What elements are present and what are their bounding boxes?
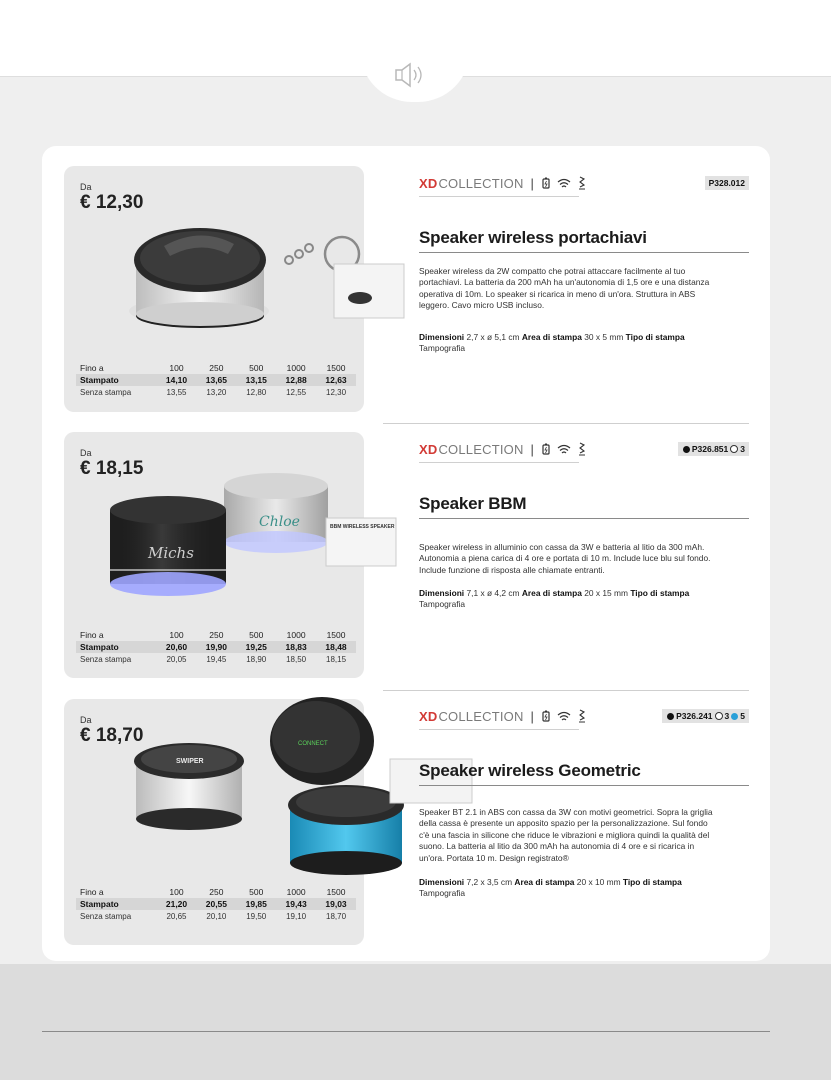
unprinted-price: 20,05 <box>166 654 187 664</box>
print-type-value: Tampografia <box>419 599 466 610</box>
bbm-speaker-photo <box>104 468 395 628</box>
brand-separator: | <box>530 175 535 191</box>
qty-label: Fino a <box>80 363 104 373</box>
printed-price: 19,43 <box>276 898 316 910</box>
print-area-value: 20 x 15 mm <box>584 588 628 598</box>
product-image-box <box>64 432 395 678</box>
printed-price: 19,03 <box>316 898 356 910</box>
printed-price: 13,65 <box>196 374 236 386</box>
code-text: P328.012 <box>708 178 745 188</box>
product-description: Speaker wireless da 2W compatto che potrai attaccare facilmente al tuo portachiavi. La batteria da 200 mAh ha un'autonomia di 1,5 ore e una distanza operativa di 10m. Lo speaker si ricarica in meno di un'ora. Struttura in ABS leggero. Cavo micro USB incluso. <box>419 266 710 311</box>
brand-underline <box>419 462 579 463</box>
qty-cell: 1000 <box>286 363 306 373</box>
unprinted-price: 20,65 <box>166 911 187 921</box>
dimensions-label: Dimensioni <box>419 877 465 887</box>
print-area-value: 20 x 10 mm <box>576 877 621 887</box>
logo-text: CONNECT <box>298 741 328 747</box>
footer-band <box>0 964 831 1080</box>
dimensions-label: Dimensioni <box>419 588 465 598</box>
product-title: Speaker wireless Geometric <box>419 761 641 780</box>
brand-separator: | <box>530 441 535 457</box>
printed-price: 18,48 <box>316 641 356 653</box>
brand-collection: COLLECTION <box>438 708 524 724</box>
brand-collection: COLLECTION <box>438 175 524 191</box>
unprinted-price: 18,70 <box>326 911 347 921</box>
qty-cell: 100 <box>169 887 184 897</box>
qty-cell: 1500 <box>326 630 346 640</box>
title-rule <box>419 518 749 519</box>
print-area-label: Area di stampa <box>514 877 575 887</box>
unprinted-price: 12,80 <box>246 387 267 397</box>
printed-price: 13,15 <box>236 374 276 386</box>
printed-label: Stampato <box>76 898 157 910</box>
product-image-box <box>64 699 364 945</box>
price-table <box>76 629 356 665</box>
color-dot-black <box>667 713 674 720</box>
battery-icon <box>541 443 551 455</box>
print-type-label: Tipo di stampa <box>622 877 682 887</box>
unprinted-price: 19,45 <box>206 654 227 664</box>
product-code <box>662 709 749 723</box>
printed-price: 18,83 <box>276 641 316 653</box>
box-label: BBM WIRELESS SPEAKER <box>330 524 395 530</box>
brand-underline <box>419 196 579 197</box>
qty-cell: 500 <box>249 630 264 640</box>
charge-cable-icon <box>577 176 587 190</box>
variant-number: 3 <box>740 444 745 454</box>
print-type-label: Tipo di stampa <box>630 588 690 598</box>
starting-price: € 18,15 <box>80 458 144 479</box>
printed-label: Stampato <box>76 641 157 653</box>
title-rule <box>419 252 749 253</box>
color-dot-black <box>683 446 690 453</box>
logo-text: SWIPER <box>176 758 204 765</box>
footer-rule <box>42 1031 770 1032</box>
printed-price: 19,85 <box>236 898 276 910</box>
battery-icon <box>541 710 551 722</box>
color-dot-blue <box>731 713 738 720</box>
print-type-label: Tipo di stampa <box>625 332 685 342</box>
keychain-speaker-photo <box>124 216 364 356</box>
geometric-speaker-photo <box>104 681 409 886</box>
section-divider <box>383 690 749 691</box>
unprinted-label: Senza stampa <box>80 387 132 397</box>
brand-underline <box>419 729 579 730</box>
printed-price: 12,63 <box>316 374 356 386</box>
section-divider <box>383 423 749 424</box>
unprinted-price: 19,10 <box>286 911 307 921</box>
brand-separator: | <box>530 708 535 724</box>
unprinted-price: 13,20 <box>206 387 227 397</box>
unprinted-price: 18,90 <box>246 654 267 664</box>
qty-cell: 250 <box>209 630 224 640</box>
wireless-icon <box>557 710 571 722</box>
unprinted-label: Senza stampa <box>80 911 132 921</box>
battery-icon <box>541 177 551 189</box>
product-title: Speaker BBM <box>419 494 527 513</box>
qty-cell: 1000 <box>286 630 306 640</box>
dimensions-value: 2,7 x ø 5,1 cm <box>466 332 520 342</box>
brand-logo <box>419 172 593 194</box>
qty-cell: 500 <box>249 363 264 373</box>
printed-price: 19,25 <box>236 641 276 653</box>
product-image-box <box>64 166 364 412</box>
unprinted-price: 12,30 <box>326 387 347 397</box>
dimensions-value: 7,1 x ø 4,2 cm <box>466 588 520 598</box>
wireless-icon <box>557 443 571 455</box>
unprinted-price: 20,10 <box>206 911 227 921</box>
dimensions-label: Dimensioni <box>419 332 465 342</box>
brand-xd: XD <box>419 708 438 724</box>
unprinted-price: 18,50 <box>286 654 307 664</box>
variant-number: 5 <box>740 711 745 721</box>
print-area-value: 30 x 5 mm <box>584 332 624 342</box>
qty-cell: 500 <box>249 887 264 897</box>
qty-cell: 1500 <box>326 363 346 373</box>
brand-collection: COLLECTION <box>438 441 524 457</box>
price-from-label: Da <box>80 448 92 458</box>
printed-price: 19,90 <box>196 641 236 653</box>
brand-logo <box>419 705 593 727</box>
charge-cable-icon <box>577 442 587 456</box>
price-from-label: Da <box>80 182 92 192</box>
price-table <box>76 362 356 398</box>
engraving-text: Chloe <box>259 514 300 530</box>
unprinted-price: 12,55 <box>286 387 307 397</box>
qty-label: Fino a <box>80 887 104 897</box>
product-description: Speaker wireless in alluminio con cassa da 3W e batteria al litio da 300 mAh. Autonomia a piena carica di 4 ore e portata di 10 m. Include luce blu sul fondo. Include funzione di risposta alle chiamate entranti. <box>419 542 711 575</box>
dimensions-value: 7,2 x 3,5 cm <box>466 877 513 887</box>
engraving-text: Michs <box>148 544 194 562</box>
unprinted-price: 13,55 <box>166 387 187 397</box>
brand-xd: XD <box>419 441 438 457</box>
unprinted-label: Senza stampa <box>80 654 132 664</box>
brand-logo <box>419 438 593 460</box>
speaker-icon <box>390 60 430 90</box>
qty-label: Fino a <box>80 630 104 640</box>
title-rule <box>419 785 749 786</box>
variant-number: 3 <box>724 711 730 721</box>
product-description: Speaker BT 2.1 in ABS con cassa da 3W con motivi geometrici. Sopra la griglia della cassa è presente un apposito spazio per la personalizzazione. Sul fondo c'è una fascia in silicone che riduce le vibrazioni e migliora quindi la qualità del suono. La batteria al litio da 300 mAh ha autonomia di 4 ore e si ricarica in un'ora. Portata 10 m. Design registrato® <box>419 807 713 863</box>
price-from-label: Da <box>80 715 92 725</box>
printed-price: 20,60 <box>157 641 197 653</box>
qty-cell: 100 <box>169 363 184 373</box>
starting-price: € 18,70 <box>80 725 144 746</box>
code-text: P326.241 <box>676 711 713 721</box>
printed-price: 21,20 <box>157 898 197 910</box>
printed-price: 12,88 <box>276 374 316 386</box>
code-text: P326.851 <box>691 444 729 454</box>
qty-cell: 250 <box>209 363 224 373</box>
printed-price: 20,55 <box>196 898 236 910</box>
unprinted-price: 19,50 <box>246 911 267 921</box>
printed-price: 14,10 <box>157 374 197 386</box>
qty-cell: 1000 <box>286 887 306 897</box>
color-dot-white <box>715 712 723 720</box>
product-title: Speaker wireless portachiavi <box>419 228 647 247</box>
color-dot-white <box>730 445 738 453</box>
product-code <box>705 176 749 190</box>
printed-label: Stampato <box>76 374 157 386</box>
brand-xd: XD <box>419 175 438 191</box>
print-area-label: Area di stampa <box>521 588 582 598</box>
unprinted-price: 18,15 <box>326 654 347 664</box>
charge-cable-icon <box>577 709 587 723</box>
product-specs <box>419 332 719 355</box>
starting-price: € 12,30 <box>80 192 144 213</box>
print-type-value: Tampografia <box>419 343 466 354</box>
qty-cell: 250 <box>209 887 224 897</box>
wireless-icon <box>557 177 571 189</box>
product-specs <box>419 588 719 611</box>
qty-cell: 100 <box>169 630 184 640</box>
print-type-value: Tampografia <box>419 888 466 899</box>
qty-cell: 1500 <box>326 887 346 897</box>
print-area-label: Area di stampa <box>521 332 582 342</box>
product-specs <box>419 877 719 900</box>
price-table <box>76 886 356 922</box>
product-code <box>678 442 749 456</box>
